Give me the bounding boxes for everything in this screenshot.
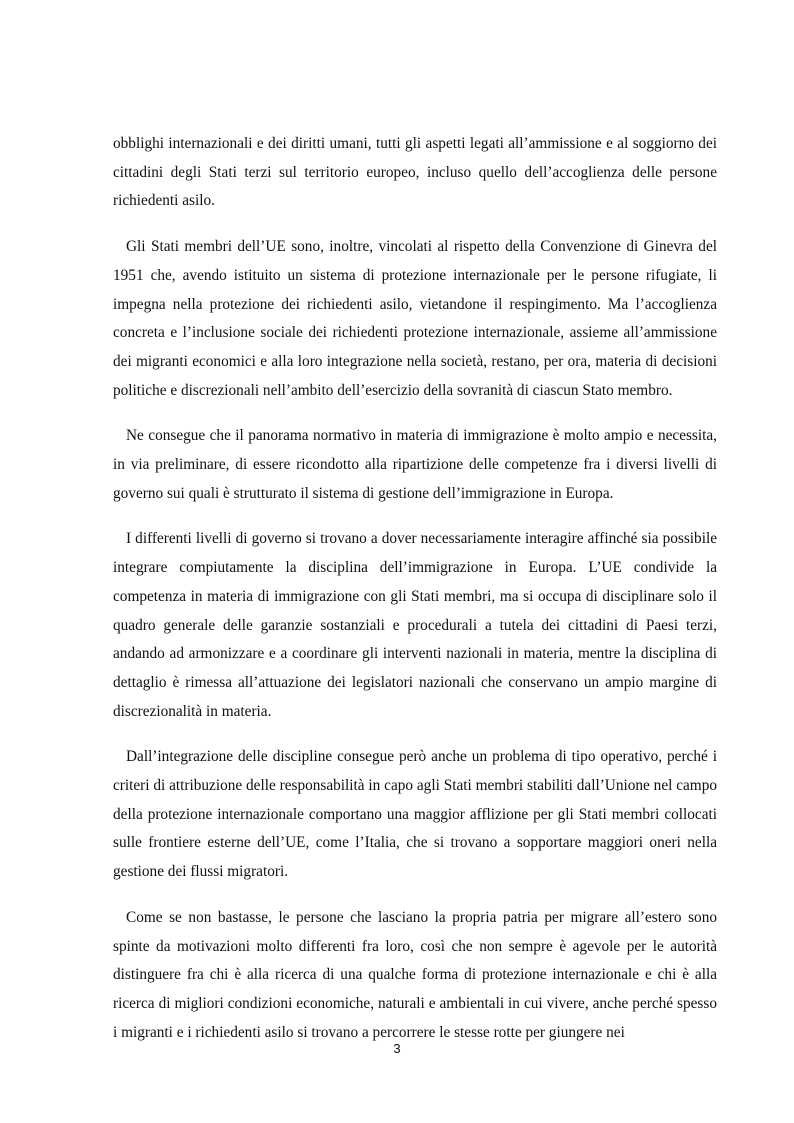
page-number: 3 — [393, 1041, 401, 1056]
paragraph-continued: obblighi internazionali e dei diritti umani, tutti gli aspetti legati all’ammissione e al soggiorno dei cittadini degli Stati terzi sul territorio europeo, incluso quello dell’accoglienza delle persone richiedenti asilo. — [113, 135, 717, 210]
paragraph: Gli Stati membri dell’UE sono, inoltre, vincolati al rispetto della Convenzione di Ginevra del 1951 che, avendo istituito un sistema di protezione internazionale per le persone rifugiate, li impegna nella protezione dei richiedenti asilo, vietandone il respingimento. Ma l’accoglienza concreta e l’inclusione sociale dei richiedenti protezione internazionale, assieme all’ammissione dei migranti economici e alla loro integrazione nella società, restano, per ora, materia di decisioni politiche e discrezionali nell’ambito dell’esercizio della sovranità di ciascun Stato membro. — [113, 238, 717, 399]
paragraph: I differenti livelli di governo si trovano a dover necessariamente interagire affinché sia possibile integrare compiutamente la disciplina dell’immigrazione in Europa. L’UE condivide la competenza in materia di immigrazione con gli Stati membri, ma si occupa di disciplinare solo il quadro generale delle garanzie sostanziali e procedurali a tutela dei cittadini di Paesi terzi, andando ad armonizzare e a coordinare gli interventi nazionali in materia, mentre la disciplina di dettaglio è rimessa all’attuazione dei legislatori nazionali che conservano un ampio margine di discrezionalità in materia. — [113, 530, 717, 720]
paragraph: Come se non bastasse, le persone che lasciano la propria patria per migrare all’estero sono spinte da motivazioni molto differenti fra loro, così che non sempre è agevole per le autorità distinguere fra chi è alla ricerca di una qualche forma di protezione internazionale e chi è alla ricerca di migliori condizioni economiche, naturali e ambientali in cui vivere, anche perché spesso i migranti e i richiedenti asilo si trovano a percorrere le stesse rotte per giungere nei — [113, 908, 717, 1041]
body-text — [113, 130, 717, 1064]
paragraph: Ne consegue che il panorama normativo in materia di immigrazione è molto ampio e necessita, in via preliminare, di essere ricondotto alla ripartizione delle competenze fra i diversi livelli di governo sui quali è strutturato il sistema di gestione dell’immigrazione in Europa. — [113, 427, 717, 502]
paragraph: Dall’integrazione delle discipline consegue però anche un problema di tipo operativo, perché i criteri di attribuzione delle responsabilità in capo agli Stati membri stabiliti dall’Unione nel campo della protezione internazionale comportano una maggior afflizione per gli Stati membri collocati sulle frontiere esterne dell’UE, come l’Italia, che si trovano a sopportare maggiori oneri nella gestione dei flussi migratori. — [113, 748, 717, 881]
